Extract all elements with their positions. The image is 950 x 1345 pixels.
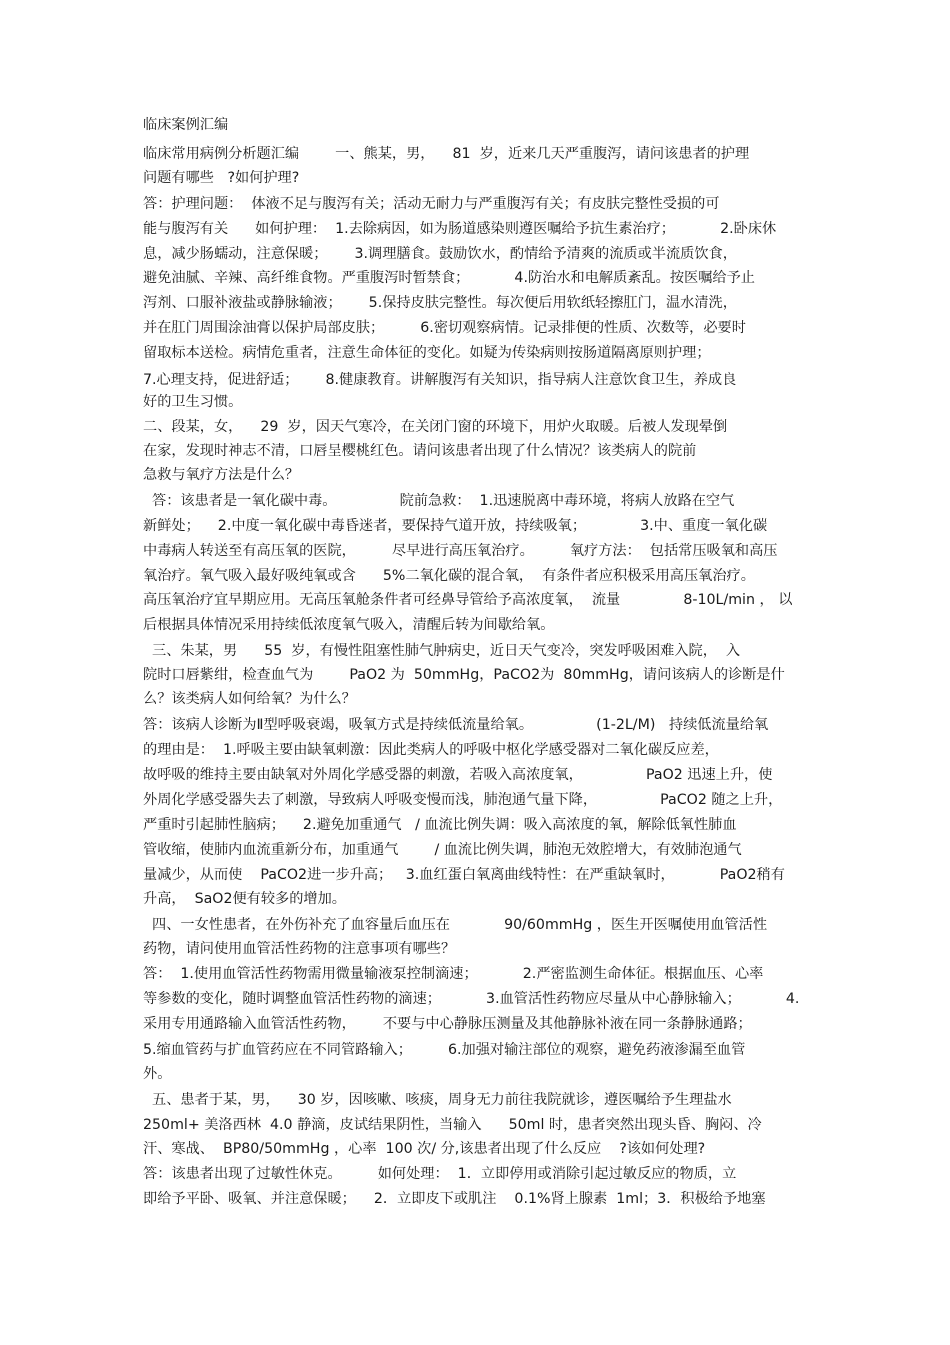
text-line: 并在肛门周围涂油膏以保护局部皮肤； 6.密切观察病情。记录排便的性质、次数等，必要时	[143, 320, 746, 336]
text-line: 药物，请问使用血管活性药物的注意事项有哪些？	[143, 941, 456, 957]
text-line: 留取标本送检。病情危重者，注意生命体征的变化。如疑为传染病则按肠道隔离原则护理；	[143, 345, 711, 361]
text-line: 外。	[143, 1066, 172, 1082]
text-line: 中毒病人转送至有高压氧的医院， 尽早进行高压氧治疗。 氧疗方法： 包括常压吸氧和高压	[143, 543, 778, 559]
text-line: 外周化学感受器失去了刺激，导致病人呼吸变慢而浅，肺泡通气量下降， PaCO2 随之上升，	[143, 792, 783, 808]
text-line: 7.心理支持，促进舒适； 8.健康教育。讲解腹泻有关知识，指导病人注意饮食卫生，养成良	[143, 372, 737, 388]
text-line: 泻剂、口服补液盐或静脉输液； 5.保持皮肤完整性。每次便后用软纸轻擦肛门，温水清洗，	[143, 295, 737, 311]
text-line: 故呼吸的维持主要由缺氧对外周化学感受器的刺激，若吸入高浓度氧， PaO2 迅速上升，使	[143, 767, 773, 783]
text-line: 四、一女性患者，在外伤补充了血容量后血压在 90/60mmHg ，医生开医嘱使用血管活性	[143, 917, 768, 933]
text-line: 新鲜处； 2.中度一氧化碳中毒昏迷者，要保持气道开放，持续吸氧； 3.中、重度一氧化碳	[143, 518, 768, 534]
text-line: 5.缩血管药与扩血管药应在不同管路输入； 6.加强对输注部位的观察，避免药液渗漏至血管	[143, 1042, 746, 1058]
text-line: 避免油腻、辛辣、高纤维食物。严重腹泻时暂禁食； 4.防治水和电解质紊乱。按医嘱给予止	[143, 270, 755, 286]
text-line: 答：该病人诊断为Ⅱ型呼吸衰竭，吸氧方式是持续低流量给氧。 (1-2L/M) 持续低流量给氧	[143, 717, 769, 733]
text-line: 采用专用通路输入血管活性药物， 不要与中心静脉压测量及其他静脉补液在同一条静脉通路；	[143, 1016, 752, 1032]
text-line: 答：该患者是一氧化碳中毒。 院前急救： 1.迅速脱离中毒环境，将病人放路在空气	[143, 493, 735, 509]
text-line: 急救与氧疗方法是什么？	[143, 467, 300, 483]
text-line: 的理由是： 1.呼吸主要由缺氧刺激：因此类病人的呼吸中枢化学感受器对二氧化碳反应差，	[143, 742, 719, 758]
text-line: 答： 1.使用血管活性药物需用微量输液泵控制滴速； 2.严密监测生命体征。根据血压、心率	[143, 966, 764, 982]
text-line: 即给予平卧、吸氧、并注意保暖； 2．立即皮下或肌注 0.1%肾上腺素 1ml；3．积极给予地塞	[143, 1191, 766, 1207]
text-line: 院时口唇紫绀，检查血气为 PaO2 为 50mmHg，PaCO2为 80mmHg，请问该病人的诊断是什	[143, 667, 785, 683]
text-line: 量减少，从而使 PaCO2进一步升高； 3.血红蛋白氧离曲线特性：在严重缺氧时， PaO2稍有	[143, 867, 785, 883]
text-line: 后根据具体情况采用持续低浓度氧气吸入，清醒后转为间歇给氧。	[143, 617, 555, 633]
text-line: 等参数的变化，随时调整血管活性药物的滴速； 3.血管活性药物应尽量从中心静脉输入； 4.	[143, 991, 800, 1007]
text-line: 息，减少肠蠕动，注意保暖； 3.调理膳食。鼓励饮水，酌情给予清爽的流质或半流质饮食，	[143, 246, 737, 262]
text-line: 答：护理问题： 体液不足与腹泻有关；活动无耐力与严重腹泻有关；有皮肤完整性受损的可	[143, 196, 720, 212]
text-line: 氧治疗。氧气吸入最好吸纯氧或含 5%二氧化碳的混合氧， 有条件者应积极采用高压氧治疗。	[143, 568, 755, 584]
text-line: 二、段某，女， 29 岁，因天气寒冷，在关闭门窗的环境下，用炉火取暖。后被人发现晕倒	[143, 419, 728, 435]
text-line: 汗、寒战、 BP80/50mmHg ，心率 100 次/ 分,该患者出现了什么反应 ?该如何处理?	[143, 1141, 706, 1157]
document-title: 临床案例汇编	[143, 117, 229, 133]
text-line: 五、患者于某，男， 30 岁，因咳嗽、咳痰，周身无力前往我院就诊，遵医嘱给予生理盐水	[143, 1092, 732, 1108]
text-line: 好的卫生习惯。	[143, 394, 243, 410]
text-line: 严重时引起肺性脑病； 2.避免加重通气 / 血流比例失调：吸入高浓度的氧，解除低氧性肺血	[143, 817, 737, 833]
text-line: 高压氧治疗宜早期应用。无高压氧舱条件者可经鼻导管给予高浓度氧， 流量 8-10L/min ， 以	[143, 592, 793, 608]
text-line: 三、朱某，男 55 岁，有慢性阻塞性肺气肿病史，近日天气变冷，突发呼吸困难入院， 入	[143, 643, 741, 659]
text-line: 答：该患者出现了过敏性休克。 如何处理： 1．立即停用或消除引起过敏反应的物质，立	[143, 1166, 737, 1182]
text-line: 能与腹泻有关 如何护理： 1.去除病因，如为肠道感染则遵医嘱给予抗生素治疗； 2.卧床休	[143, 221, 777, 237]
text-line: 临床常用病例分析题汇编 一、熊某，男， 81 岁，近来几天严重腹泻，请问该患者的护理	[143, 146, 750, 162]
text-line: 么？该类病人如何给氧？为什么？	[143, 691, 356, 707]
text-line: 管收缩，使肺内血流重新分布，加重通气 / 血流比例失调，肺泡无效腔增大，有效肺泡通气	[143, 842, 742, 858]
text-line: 问题有哪些 ?如何护理?	[143, 170, 300, 186]
text-line: 升高， SaO2便有较多的增加。	[143, 891, 346, 907]
text-line: 在家，发现时神志不清，口唇呈樱桃红色。请问该患者出现了什么情况？该类病人的院前	[143, 443, 697, 459]
text-line: 250ml+ 美洛西林 4.0 静滴，皮试结果阴性，当输入 50ml 时，患者突然出现头昏、胸闷、冷	[143, 1117, 762, 1133]
